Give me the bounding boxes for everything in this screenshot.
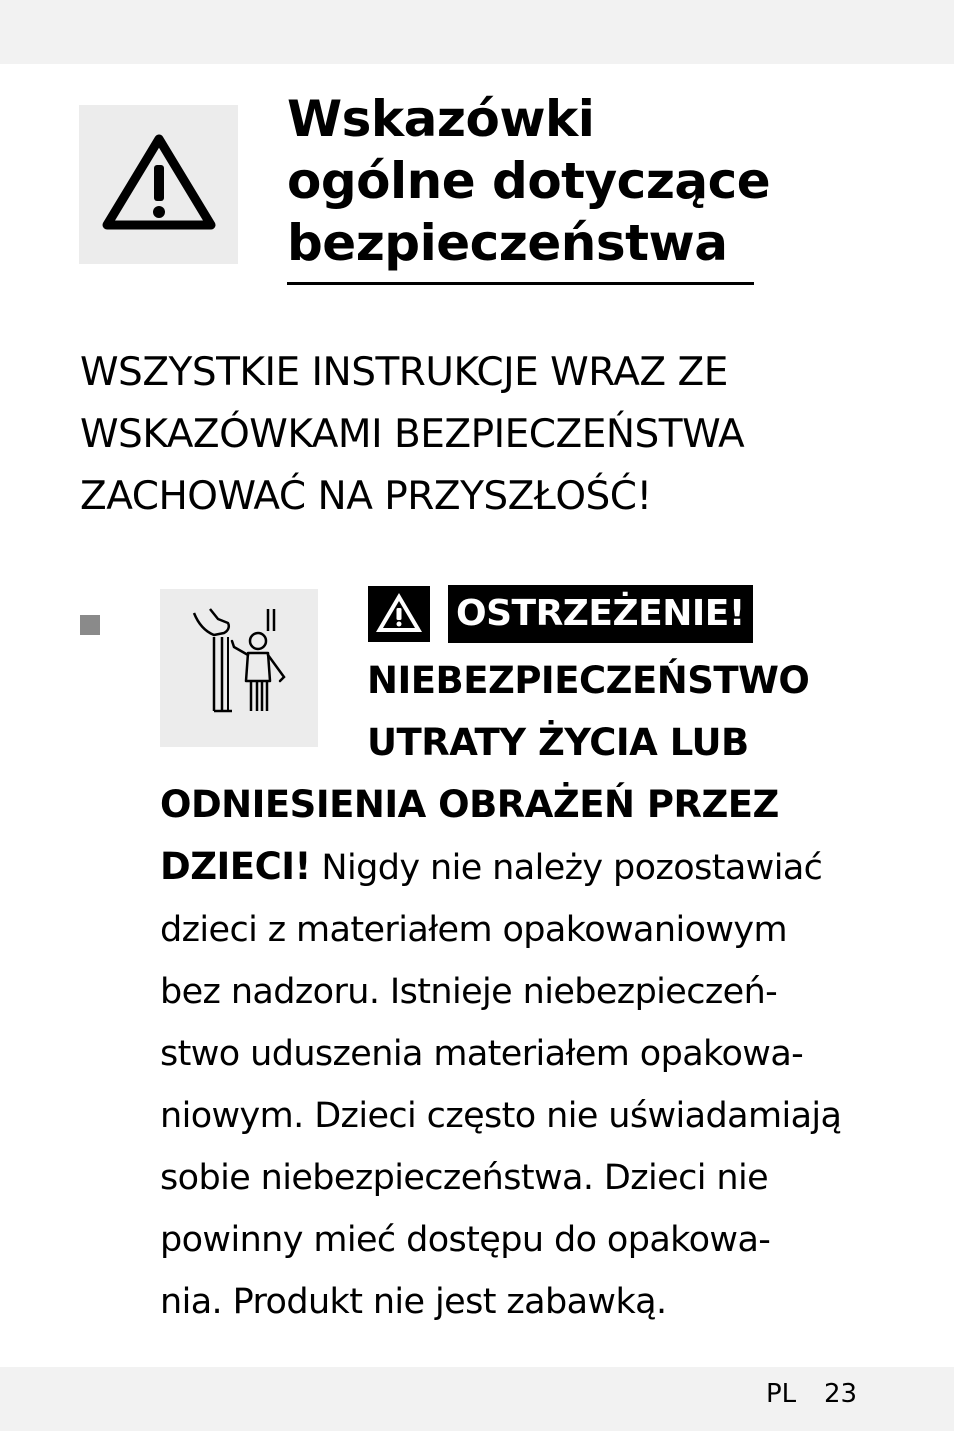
signal-warning-box [368,586,430,642]
warning-body-line: dzieci z materiałem opakowaniowym [160,910,788,950]
warning-body-line: stwo uduszenia materiałem opakowa- [160,1034,804,1074]
warning-title-line: ODNIESIENIA OBRAŻEŃ PRZEZ [160,783,779,826]
top-band [0,0,954,64]
section-title-underline [287,282,754,285]
warning-title-line: NIEBEZPIECZEŃSTWO [367,659,810,702]
child-hazard-box [160,589,318,747]
section-title-line: ogólne dotyczące [287,152,771,210]
notice-line: ZACHOWAĆ NA PRZYSZŁOŚĆ! [80,474,652,519]
notice-line: WSZYSTKIE INSTRUKCJE WRAZ ZE [80,350,728,395]
signal-word-badge: OSTRZEŻENIE! [448,585,753,643]
footer-language: PL [766,1379,797,1409]
warning-title-end: DZIECI! [160,845,311,888]
footer-band [0,1367,954,1431]
warning-body-line: powinny mieć dostępu do opakowa- [160,1220,771,1260]
keep-instructions-notice [80,342,910,528]
warning-triangle-icon [373,590,425,636]
warning-title [367,650,809,774]
section-warning-box [79,105,238,264]
notice-line: WSKAZÓWKAMI BEZPIECZEŃSTWA [80,412,745,457]
warning-body-line [160,836,880,899]
warning-body-line: nia. Produkt nie jest zabawką. [160,1282,667,1322]
section-title-line: Wskazówki [287,90,595,148]
warning-title-line: UTRATY ŻYCIA LUB [367,721,749,764]
section-title-line: bezpieczeństwa [287,214,728,272]
child-hazard-icon [188,607,292,717]
bullet-square [80,615,100,635]
warning-triangle-icon [101,133,217,233]
warning-body-line: bez nadzoru. Istnieje niebezpieczeń- [160,972,778,1012]
warning-body-line: niowym. Dzieci często nie uświadamiają [160,1096,842,1136]
warning-body-line: sobie niebezpieczeństwa. Dzieci nie [160,1158,769,1198]
warning-body [160,836,880,1333]
warning-body-text: Nigdy nie należy pozostawiać [310,848,823,888]
page-number: 23 [824,1379,858,1409]
section-title [287,88,827,274]
